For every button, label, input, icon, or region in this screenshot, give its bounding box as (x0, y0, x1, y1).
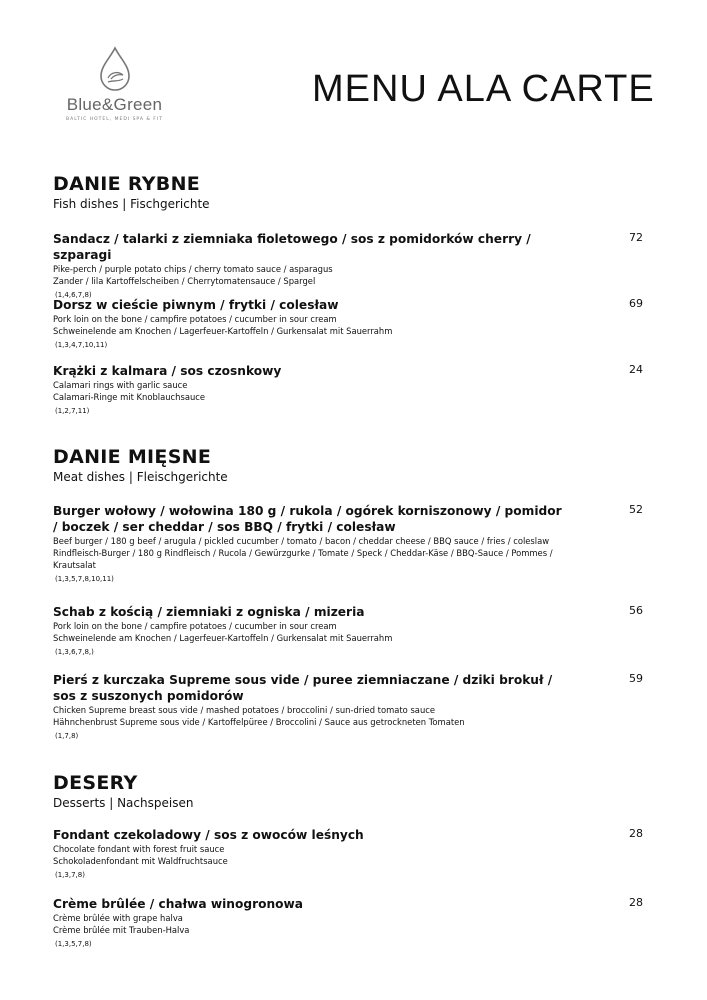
item-name: Sandacz / talarki z ziemniaka fioletowego / sos z pomidorków cherry / szparagi (53, 232, 531, 262)
item-allergens: (1,2,7,11) (55, 407, 90, 415)
menu-item (53, 827, 643, 880)
item-allergens: (1,3,7,8) (55, 871, 85, 879)
item-name: Krążki z kalmara / sos czosnkowy (53, 364, 282, 378)
menu-item (53, 672, 643, 741)
item-price: 28 (629, 827, 643, 840)
menu-item (53, 297, 643, 350)
section-title: DANIE RYBNE (53, 173, 201, 195)
item-name: Crème brûlée / chałwa winogronowa (53, 897, 303, 911)
item-desc-de: Schokoladenfondant mit Waldfruchtsauce (53, 856, 228, 866)
brand-tagline: BALTIC HOTEL, MEDI SPA & FIT (66, 117, 163, 122)
item-desc-en: Pork loin on the bone / campfire potatoes / cucumber in sour cream (53, 314, 337, 324)
item-price: 56 (629, 604, 643, 617)
item-desc-de: Crème brûlée mit Trauben-Halva (53, 925, 190, 935)
menu-item (53, 604, 643, 657)
menu-item (53, 231, 643, 300)
item-allergens: (1,3,4,7,10,11) (55, 341, 108, 349)
item-desc-en: Beef burger / 180 g beef / arugula / pickled cucumber / tomato / bacon / cheddar cheese / BBQ sauce / fries / coleslaw (53, 536, 550, 546)
section-subtitle: Fish dishes | Fischgerichte (53, 197, 210, 211)
menu-item (53, 363, 643, 416)
item-name: Burger wołowy / wołowina 180 g / rukola / ogórek korniszonowy / pomidor / boczek / ser cheddar / sos BBQ / frytki / colesław (53, 504, 562, 534)
section-title: DESERY (53, 772, 138, 794)
item-name: Dorsz w cieście piwnym / frytki / colesław (53, 298, 339, 312)
section-subtitle: Meat dishes | Fleischgerichte (53, 470, 228, 484)
brand-logo (52, 46, 177, 122)
item-desc-en: Pike-perch / purple potato chips / cherry tomato sauce / asparagus (53, 264, 333, 274)
item-price: 52 (629, 503, 643, 516)
section-subtitle: Desserts | Nachspeisen (53, 796, 194, 810)
menu-item (53, 503, 643, 584)
item-allergens: (1,7,8) (55, 732, 79, 740)
item-name: Fondant czekoladowy / sos z owoców leśnych (53, 828, 364, 842)
item-desc-de: Calamari-Ringe mit Knoblauchsauce (53, 392, 206, 402)
section-fish-dishes (53, 173, 643, 415)
item-price: 72 (629, 231, 643, 244)
item-desc-de: Hähnchenbrust Supreme sous vide / Kartoffelpüree / Broccolini / Sauce aus getrockneten Tomaten (53, 717, 465, 727)
item-desc-de: Schweinelende am Knochen / Lagerfeuer-Kartoffeln / Gurkensalat mit Sauerrahm (53, 633, 393, 643)
item-desc-en: Chocolate fondant with forest fruit sauce (53, 844, 225, 854)
item-allergens: (1,4,6,7,8) (55, 291, 92, 299)
section-title: DANIE MIĘSNE (53, 446, 212, 468)
item-name: Schab z kością / ziemniaki z ogniska / mizeria (53, 605, 365, 619)
item-desc-de: Rindfleisch-Burger / 180 g Rindfleisch / Rucola / Gewürzgurke / Tomate / Speck / Cheddar-Käse / BBQ-Sauce / Pommes / Krautsalat (53, 548, 553, 570)
item-price: 59 (629, 672, 643, 685)
item-desc-en: Crème brûlée with grape halva (53, 913, 183, 923)
menu-item (53, 896, 643, 949)
item-desc-en: Chicken Supreme breast sous vide / mashed potatoes / broccolini / sun-dried tomato sauce (53, 705, 436, 715)
item-name: Pierś z kurczaka Supreme sous vide / puree ziemniaczane / dziki brokuł / sos z suszonych pomidorów (53, 673, 553, 703)
item-price: 24 (629, 363, 643, 376)
water-drop-icon (96, 46, 134, 92)
brand-name: Blue&Green (66, 95, 163, 114)
item-allergens: (1,3,5,7,8,10,11) (55, 575, 114, 583)
item-allergens: (1,3,5,7,8) (55, 940, 92, 948)
page-title: MENU ALA CARTE (312, 68, 655, 110)
section-desserts (53, 772, 643, 948)
item-allergens: (1,3,6,7,8,) (55, 648, 94, 656)
item-price: 69 (629, 297, 643, 310)
item-desc-de: Schweinelende am Knochen / Lagerfeuer-Kartoffeln / Gurkensalat mit Sauerrahm (53, 326, 393, 336)
item-desc-de: Zander / lila Kartoffelscheiben / Cherrytomatensauce / Spargel (53, 276, 316, 286)
item-price: 28 (629, 896, 643, 909)
section-meat-dishes (53, 446, 643, 740)
item-desc-en: Pork loin on the bone / campfire potatoes / cucumber in sour cream (53, 621, 337, 631)
item-desc-en: Calamari rings with garlic sauce (53, 380, 188, 390)
